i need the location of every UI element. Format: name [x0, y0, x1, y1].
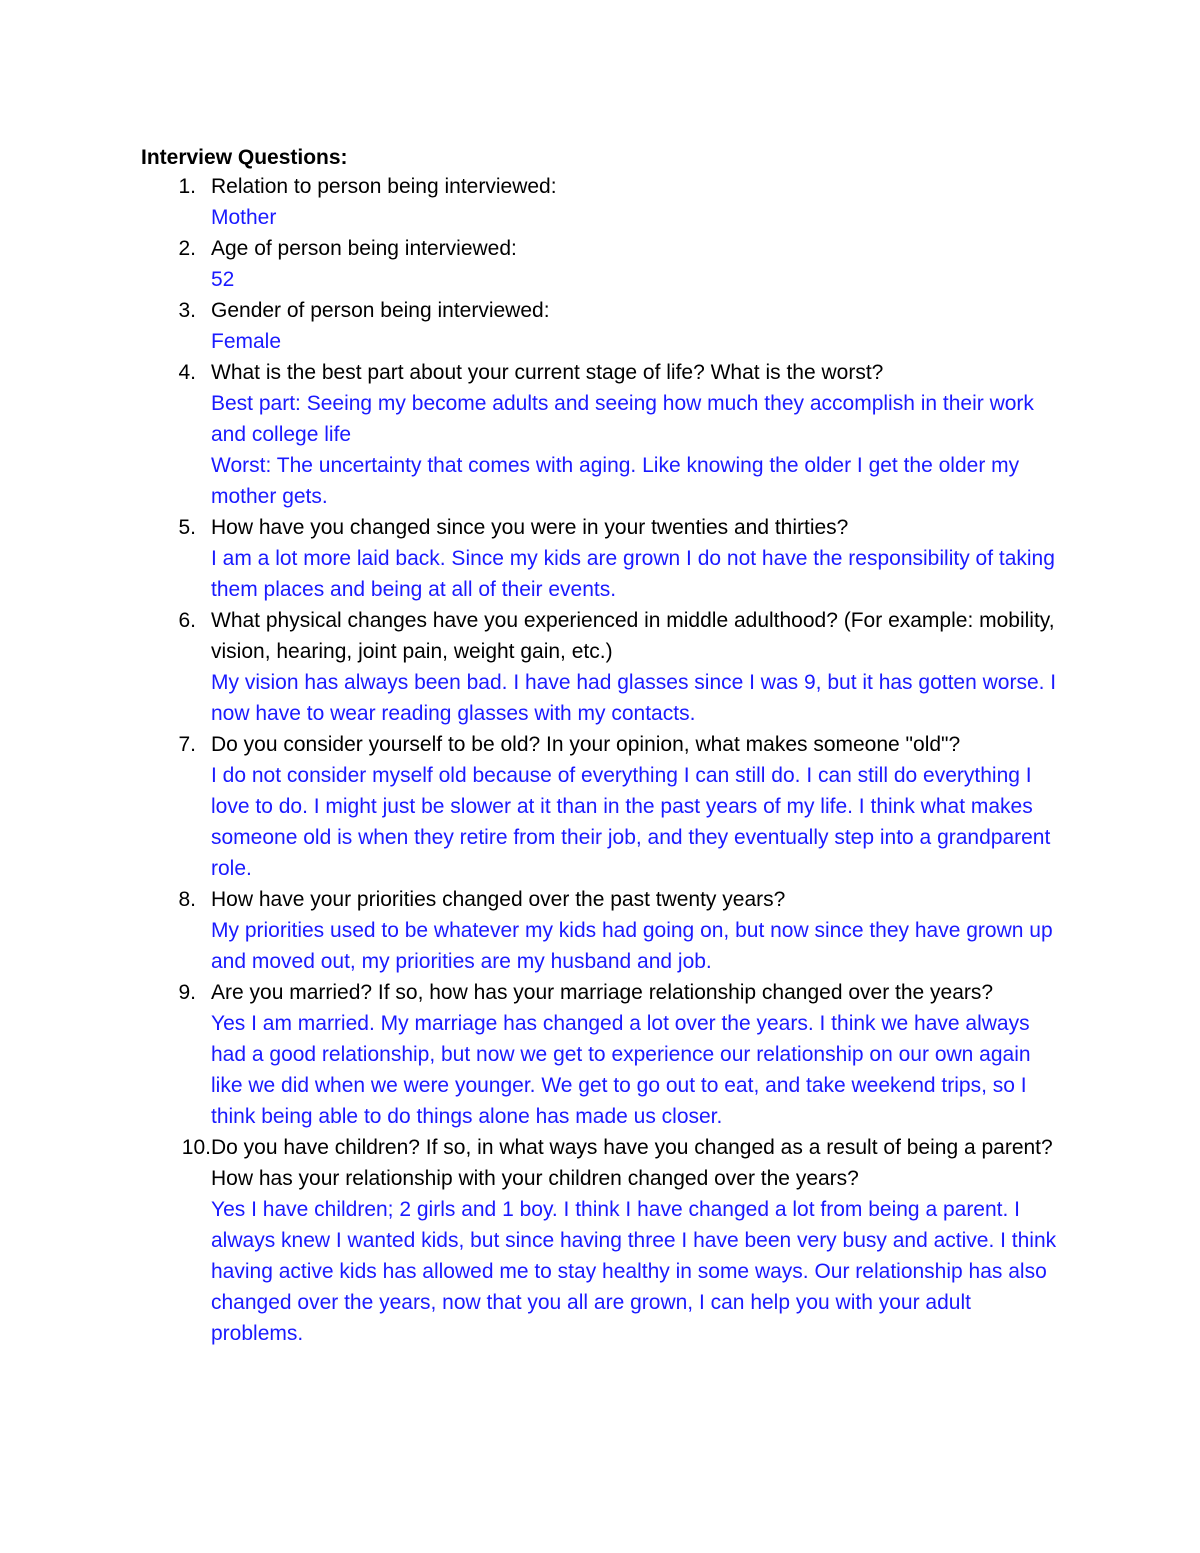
question-text: What physical changes have you experienced in middle adulthood? (For example: mobility, vision, hearing, joint pain, weight gain, etc.): [211, 609, 1055, 663]
question-item-3: [0, 295, 1061, 357]
question-item-4: [0, 357, 1061, 512]
answer-text-best-part: Best part: Seeing my become adults and seeing how much they accomplish in their work and college life: [211, 392, 1034, 446]
question-text: Do you consider yourself to be old? In your opinion, what makes someone "old"?: [211, 733, 961, 756]
answer-text: 52: [211, 268, 235, 291]
answer-text: I do not consider myself old because of everything I can still do. I can still do everything I love to do. I might just be slower at it than in the past years of my life. I think what makes someone old is when they retire from their job, and they eventually step into a grandparent role.: [211, 764, 1051, 880]
question-number: 8.: [178, 888, 196, 911]
question-item-1: [0, 171, 1061, 233]
question-text: How have you changed since you were in your twenties and thirties?: [211, 516, 849, 539]
answer-text: Mother: [211, 206, 277, 229]
question-number: 9.: [178, 981, 196, 1004]
question-text: Are you married? If so, how has your marriage relationship changed over the years?: [211, 981, 994, 1004]
answer-text: My priorities used to be whatever my kids had going on, but now since they have grown up and moved out, my priorities are my husband and job.: [211, 919, 1053, 973]
question-number: 1.: [178, 175, 196, 198]
question-item-5: [0, 512, 1061, 605]
question-number: 3.: [178, 299, 196, 322]
document-heading: Interview Questions:: [141, 146, 348, 169]
question-number: 4.: [178, 361, 196, 384]
answer-text: Female: [211, 330, 282, 353]
answer-text-worst: Worst: The uncertainty that comes with aging. Like knowing the older I get the older my mother gets.: [211, 454, 1020, 508]
question-number: 5.: [178, 516, 196, 539]
question-text: Do you have children? If so, in what ways have you changed as a result of being a parent? How has your relationship with your children changed over the years?: [211, 1136, 1053, 1190]
answer-text: Yes I have children; 2 girls and 1 boy. I think I have changed a lot from being a parent. I always knew I wanted kids, but since having three I have been very busy and active. I think having active kids has allowed me to stay healthy in some ways. Our relationship has also changed over the years, now that you all are grown, I can help you with your adult problems.: [211, 1198, 1057, 1345]
question-item-6: [0, 605, 1061, 729]
question-text: Relation to person being interviewed:: [211, 175, 557, 198]
question-number: 7.: [178, 733, 196, 756]
answer-text: I am a lot more laid back. Since my kids are grown I do not have the responsibility of taking them places and being at all of their events.: [211, 547, 1055, 601]
question-text: What is the best part about your current stage of life? What is the worst?: [211, 361, 884, 384]
question-item-9: [0, 977, 1061, 1132]
question-text: How have your priorities changed over the past twenty years?: [211, 888, 786, 911]
question-item-7: [0, 729, 1061, 884]
question-text: Gender of person being interviewed:: [211, 299, 550, 322]
answer-text: My vision has always been bad. I have had glasses since I was 9, but it has gotten worse. I now have to wear reading glasses with my contacts.: [211, 671, 1057, 725]
question-number: 6.: [178, 609, 196, 632]
question-number: 10.: [181, 1136, 211, 1159]
question-number: 2.: [178, 237, 196, 260]
interview-question-list: [0, 171, 1200, 1349]
question-item-2: [0, 233, 1061, 295]
answer-text: Yes I am married. My marriage has changed a lot over the years. I think we have always had a good relationship, but now we get to experience our relationship on our own again like we did when we were younger. We get to go out to eat, and take weekend trips, so I think being able to do things alone has made us closer.: [211, 1012, 1031, 1128]
question-text: Age of person being interviewed:: [211, 237, 517, 260]
question-item-8: [0, 884, 1061, 977]
question-item-10: [0, 1132, 1061, 1349]
